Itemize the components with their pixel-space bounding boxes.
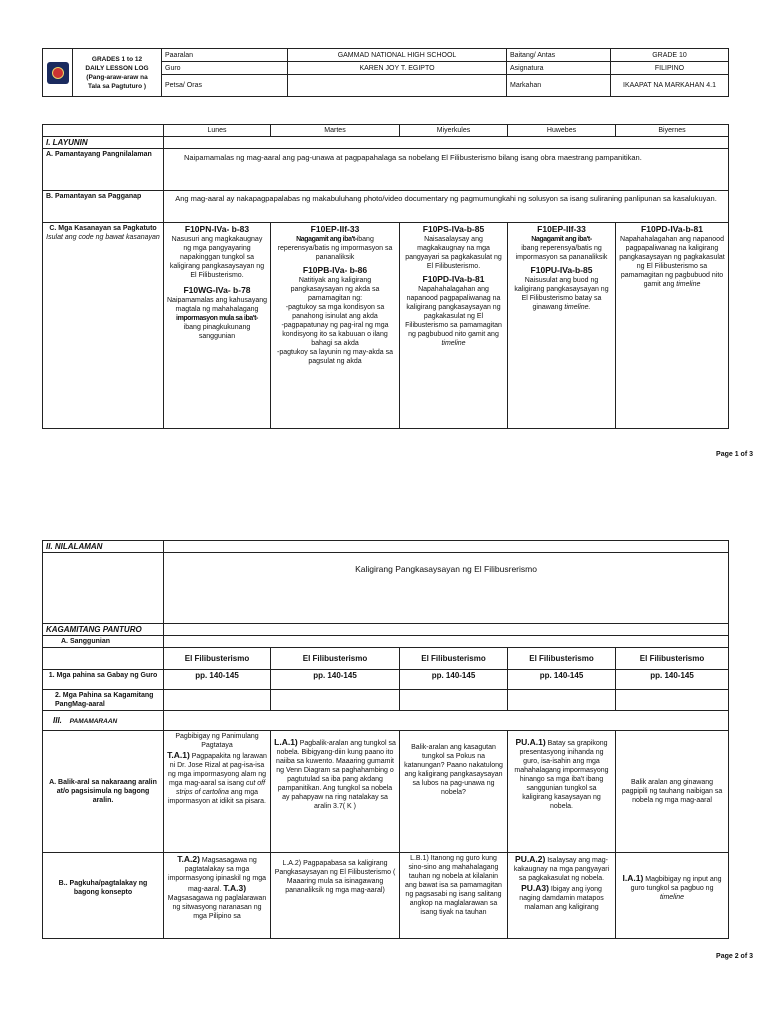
competency-text: -pagtukoy sa layunin ng may-akda sa pagsulat ng akda [277,349,393,365]
guro-label: Guro [162,62,288,75]
activity-code: I.A.1) [622,873,644,883]
competency-code: F10WG-IVa- b-78 [183,285,251,295]
paaralan-label: Paaralan [162,49,288,62]
reference-title: El Filibusterismo [508,648,616,670]
pagkuha-biyernes [616,853,729,939]
baitang-label: Baitang/ Antas [507,49,611,62]
empty-cell [400,690,508,711]
competency-code: F10PU-IVa-b-85 [530,265,593,275]
activity-text: Ibigay ang iyong naging damdamin matapos malaman ang kaligirang [519,886,604,911]
lesson-topic: Kaligirang Pangkasaysayan ng El Filibusrerismo [164,553,729,624]
kasanayan-note: Isulat ang code ng bawat kasanayan [46,234,160,241]
competency-code: F10PN-IVa- b-83 [184,224,250,234]
competency-text: Nagagamit ang iba't- [531,236,592,243]
day-header: Lunes [164,125,271,137]
pagkuha-label: B.. Pagkuha/pagtalakay ng bagong konsepto [43,853,164,939]
competency-text: Napahahalagahan ang napanood pagpapaliwanag na kaligirang pangkasaysayan ng pagkakasulat ng El Filibusterismo sa pamamagitan ng pagbubuod nito gamit ang [619,236,725,288]
activity-text: Pagbalik-aralan ang tungkol sa nobela. Bibigyang-diin kung paano ito naiiba sa kuwento. Maaaring gumamit ng Venn Diagram sa paghahambing o pagtutulad sa iba pang akdang pampanitikan. Ang tungkol sa nobela ay pahapyaw na ring natalakay sa aralin 3.7( K ) [276,740,396,810]
competency-text: ibang pinagkukunang sanggunian [183,324,251,340]
competency-text: Nagagamit ang iba't- [296,236,357,243]
kasanayan-martes [271,223,400,429]
day-header: Huwebes [508,125,616,137]
baitang-value: GRADE 10 [611,49,729,62]
competency-text: -pagtukoy sa mga kondisyon sa panahong isinulat ang akda [285,304,385,320]
page-range: pp. 140-145 [164,670,271,690]
kagamitan-heading: KAGAMITANG PANTURO [43,624,164,636]
pagkuha-martes: L.A.2) Pagpapabasa sa kaligirang Pangkasaysayan ng El Filibusterismo ( Maaaring mula sa isinagawang pananaliksik ng mga mag-aaral) [271,853,400,939]
competency-code: F10PD-IVa-b-81 [422,274,485,284]
kagamitan-blank [164,624,729,636]
reference-title: El Filibusterismo [271,648,400,670]
kasanayan-label: C. Mga Kasanayan sa Pagkatuto [49,225,157,232]
page-range: pp. 140-145 [616,670,729,690]
competency-code: F10PB-IVa- b-86 [302,265,368,275]
competency-text: Naisusulat ang buod ng kaligirang pangkasaysayan ng El Filibusterismo batay sa ginawang [514,277,609,311]
pamamaraan-blank [164,711,729,731]
empty-cell [508,690,616,711]
guro-value: KAREN JOY T. EGIPTO [288,62,507,75]
day-header: Miyerkules [400,125,508,137]
competency-text-italic: timeline [676,281,701,288]
deped-seal [43,49,73,97]
balik-aral-martes [271,731,400,853]
sanggunian-label: A. Sanggunian [43,636,164,648]
layunin-blank [164,137,729,149]
kagamitang-pm-label: 2. Mga Pahina sa Kagamitang PangMag-aaral [43,690,164,711]
competency-text-italic: timeline [441,340,466,347]
markahan-value: IKAAPAT NA MARKAHAN 4.1 [611,75,729,97]
page-number: Page 2 of 3 [716,953,753,960]
petsa-label: Petsa/ Oras [162,75,288,97]
competency-code: F10PD-IVa-b-81 [641,224,703,234]
asignatura-label: Asignatura [507,62,611,75]
competency-text: Naisasalaysay ang magkakaugnay na mga pangyayari sa pagkakasulat ng El Filibusterismo. [405,236,502,270]
layunin-table [42,124,729,429]
activity-text-italic: timeline [659,894,685,901]
pamamaraan-num: III. [53,715,62,725]
competency-code: F10EP-IIf-33 [310,224,360,234]
balik-aral-huwebes [508,731,616,853]
activity-text-italic: cut off strips of cartolina [175,780,266,796]
activity-text: Magsasagawa ng paglalarawan ng sitwasyong naranasan ng mga Pilipino sa [167,895,267,920]
competency-text: Nasusuri ang magkakaugnay ng mga pangyayaring napakinggan tungkol sa kaligirang pangkasaysayan ng El Filibusterismo. [169,236,265,279]
kasanayan-biyernes [616,223,729,429]
title-line: (Pang-araw-araw na [86,73,148,81]
sanggunian-blank [164,636,729,648]
deped-seal-icon [47,62,69,84]
pamantayang-pangnilalaman-label: A. Pamantayang Pangnilalaman [43,149,164,191]
competency-code: F10EP-IIf-33 [537,224,586,234]
activity-code: T.A.1) [167,750,190,760]
title-line: GRADES 1 to 12 [91,55,143,63]
title-line: DAILY LESSON LOG [85,64,149,72]
activity-text: Magsasagawa ng pagtatalakay sa mga impormasyong ipinaskil ng mga mag-aaral. [167,857,267,893]
pagkuha-lunes [164,853,271,939]
competency-text: Naipamamalas ang kahusayang magtala ng mahahalagang [167,297,268,313]
activity-text: ang mga impormasyon at idikit sa pisara. [167,789,267,805]
activity-text: Magbibigay ng input ang guro tungkol sa pagbuo ng [630,876,722,892]
activity-code: L.A.1) [274,737,298,747]
pamantayan-pagganap-label: B. Pamantayan sa Pagganap [43,191,164,223]
activity-code: T.A.3) [223,883,247,893]
empty-cell [164,690,271,711]
pamantayan-pagganap-text: Ang mag-aaral ay nakapagpapalabas ng makabuluhang photo/video documentary ng pagmumungkahi ng solusyon sa isang suliraning panlipunan sa kasalukuyan. [164,191,729,223]
balik-aral-label: A. Balik-aral sa nakaraang aralin at/o pagsisimula ng bagong aralin. [43,731,164,853]
day-header: Martes [271,125,400,137]
lesson-log-title [73,49,162,97]
pagkuha-miyerkules: L.B.1) Itanong ng guro kung sino-sino ang mahahalagang tauhan ng nobela at kilalanin ang bawat isa sa pamamagitan ng pagsasabi ng isang salitang angkop na maglalarawan sa isang tiyak na tauhan [400,853,508,939]
competency-code: F10PS-IVa-b-85 [422,224,485,234]
competency-text: impormasyon mula sa iba't- [176,315,258,322]
pamamaraan-label: PAMAMARAAN [69,717,118,725]
activity-code: PU.A.1) [515,737,546,747]
balik-aral-lunes [164,731,271,853]
asignatura-value: FILIPINO [611,62,729,75]
activity-code: PU.A.2) [515,854,546,864]
activity-code: PU.A3) [521,883,549,893]
header-table [42,48,729,97]
page-range: pp. 140-145 [271,670,400,690]
paaralan-value: GAMMAD NATIONAL HIGH SCHOOL [288,49,507,62]
competency-text: ibang reperensya/batis ng impormasyon sa pananaliksik [515,245,608,261]
activity-code: T.A.2) [177,854,200,864]
title-line: Tala sa Pagtuturo ) [87,82,147,90]
competency-text: Natitiyak ang kaligirang pangkasaysayan ng akda sa pamamagitan ng: [290,277,380,302]
reference-title: El Filibusterismo [616,648,729,670]
reference-title: El Filibusterismo [164,648,271,670]
pamamaraan-heading [43,711,164,731]
empty-cell [616,690,729,711]
page-range: pp. 140-145 [508,670,616,690]
competency-text: ibang reperensya/batis ng impormasyon sa pananaliksik [277,236,393,261]
activity-text: Isalaysay ang mag-kakaugnay na mga pangyayari sa pagkakasulat ng nobela. [513,857,610,882]
kasanayan-cell [43,223,164,429]
nilalaman-left [43,553,164,624]
competency-text: -pagpapatunay ng pag-iral ng mga kondisyong ito sa kabuuan o ilang bahagi sa akda [281,322,389,347]
balik-aral-miyerkules: Balik-aralan ang kasagutan tungkol sa Pokus na katanungan? Paano nakatulong ang kaligirang pangkasaysayan sa lubos na pag-unawa ng nobela? [400,731,508,853]
markahan-label: Markahan [507,75,611,97]
balik-aral-biyernes: Balik aralan ang ginawang pagpipili ng tauhang naibigan sa nobela ng mga mag-aaral [616,731,729,853]
activity-text: Pagpapakita ng larawan ni Dr. Jose Rizal at pag-isa-isa ng mga impormasyong alam ng mga mag-aaral sa isang [167,753,267,787]
page-range: pp. 140-145 [400,670,508,690]
kasanayan-miyerkules [400,223,508,429]
petsa-value [288,75,507,97]
pagkuha-huwebes [508,853,616,939]
nilalaman-table [42,540,729,939]
kasanayan-lunes [164,223,271,429]
blank-corner [43,125,164,137]
reference-title: El Filibusterismo [400,648,508,670]
nilalaman-heading: II. NILALAMAN [43,541,164,553]
pamantayang-pangnilalaman-text: Naipamamalas ng mag-aaral ang pag-unawa at pagpapahalaga sa nobelang El Filibusterismo bilang isang obra maestrang pampanitikan. [164,149,729,191]
kasanayan-huwebes [508,223,616,429]
ref-left [43,648,164,670]
competency-text: Napahahalagahan ang napanood pagpapaliwanag na kaligirang pangkasaysayan ng pagkakasulat ng El Filibusterismo sa pamamagitan ng pagbubuod nito gamit ang [405,286,502,338]
activity-text: Pagbibigay ng Panimulang Pagtataya [175,733,259,749]
day-header: Biyernes [616,125,729,137]
empty-cell [271,690,400,711]
competency-text-italic: timeline. [564,304,591,311]
nilalaman-blank [164,541,729,553]
layunin-heading: I. LAYUNIN [43,137,164,149]
page-number: Page 1 of 3 [716,451,753,458]
activity-text: Batay sa grapikong presentasyong inihanda ng guro, isa-isahin ang mga mahahalagang impormasyong hinango sa mga iba't ibang sanggunian tungkol sa kaligirang kasaysayan ng nobela. [514,740,609,810]
gabay-label: 1. Mga pahina sa Gabay ng Guro [43,670,164,690]
